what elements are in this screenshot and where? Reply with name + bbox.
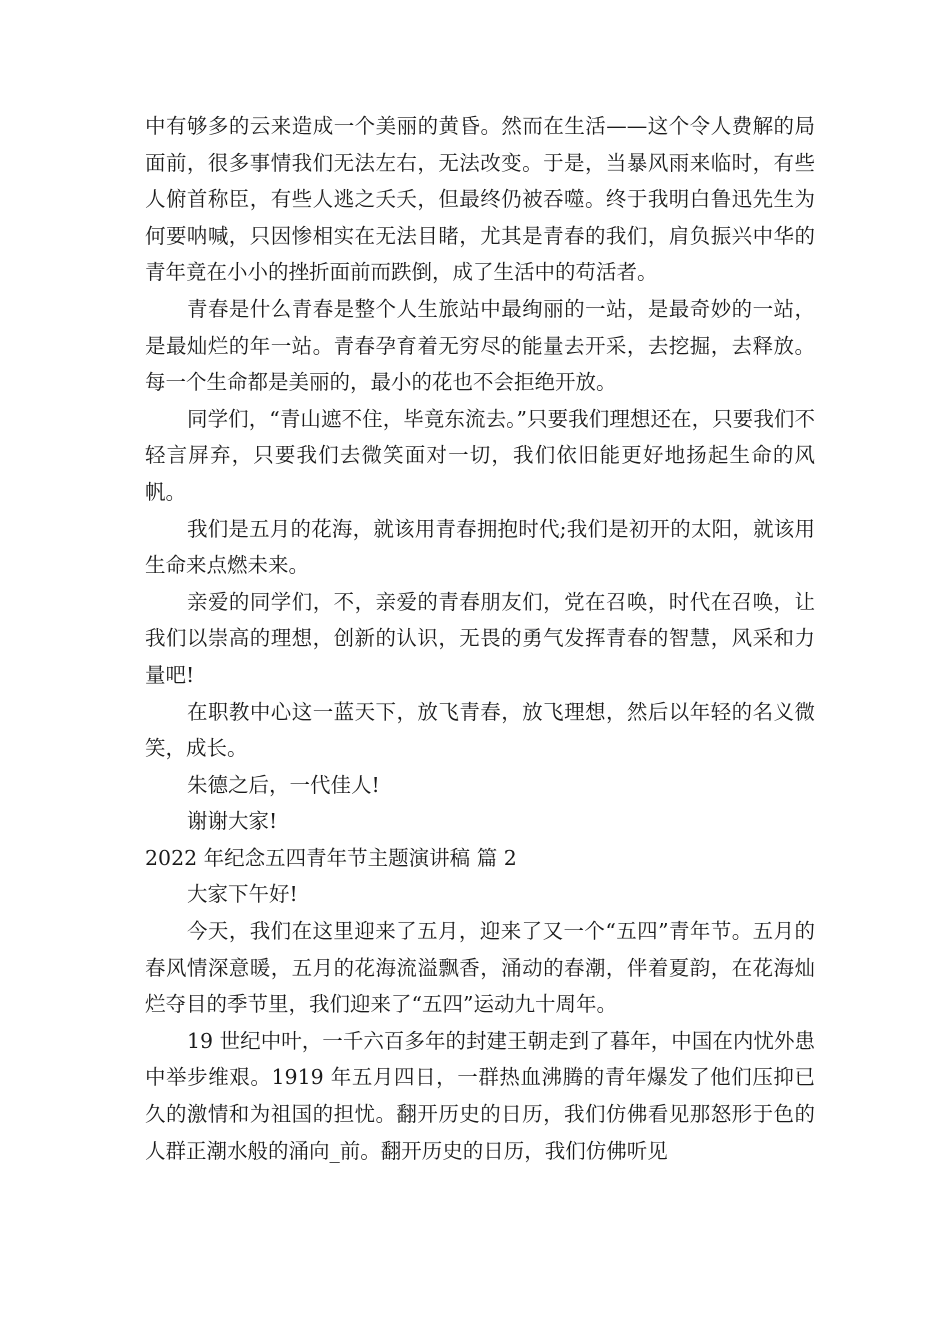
paragraph-5: 亲爱的同学们，不，亲爱的青春朋友们，党在召唤，时代在召唤，让我们以崇高的理想，创新的认识，无畏的勇气发挥青春的智慧，风采和力量吧! <box>145 589 815 687</box>
paragraph-12: 19 世纪中叶，一千六百多年的封建王朝走到了暮年，中国在内忧外患中举步维艰。1919 年五月四日，一群热血沸腾的青年爆发了他们压抑已久的激情和为祖国的担忧。翻开历史的日历，我们仿佛看见那怒形于色的人群正潮水般的涌向_前。翻开历史的日历，我们仿佛听见 <box>145 1028 815 1163</box>
document-body <box>145 108 815 1169</box>
paragraph-11: 今天，我们在这里迎来了五月，迎来了又一个“五四”青年节。五月的春风情深意暖，五月的花海流溢飘香，涌动的春潮，伴着夏韵，在花海灿烂夺目的季节里，我们迎来了“五四”运动九十周年。 <box>145 919 815 1017</box>
paragraph-3: 同学们，“青山遮不住，毕竟东流去。”只要我们理想还在，只要我们不轻言屏弃，只要我们去微笑面对一切，我们依旧能更好地扬起生命的风帆。 <box>145 406 815 504</box>
paragraph-4: 我们是五月的花海，就该用青春拥抱时代;我们是初开的太阳，就该用生命来点燃未来。 <box>145 516 815 578</box>
paragraph-8: 谢谢大家! <box>187 809 278 834</box>
paragraph-2: 青春是什么青春是整个人生旅站中最绚丽的一站，是最奇妙的一站，是最灿烂的年一站。青春孕育着无穷尽的能量去开采，去挖掘，去释放。每一个生命都是美丽的，最小的花也不会拒绝开放。 <box>145 296 815 395</box>
paragraph-7: 朱德之后，一代佳人! <box>187 772 380 797</box>
section-heading: 2022 年纪念五四青年节主题演讲稿 篇 2 <box>145 845 517 870</box>
paragraph-1: 中有够多的云来造成一个美丽的黄昏。然而在生活——这个令人费解的局面前，很多事情我们无法左右，无法改变。于是，当暴风雨来临时，有些人俯首称臣，有些人逃之夭夭，但最终仍被吞噬。终于我明白鲁迅先生为何要呐喊，只因惨相实在无法目睹，尤其是青春的我们，肩负振兴中华的青年竟在小小的挫折面前而跌倒，成了生活中的苟活者。 <box>145 114 815 285</box>
paragraph-10: 大家下午好! <box>187 882 298 907</box>
paragraph-6: 在职教中心这一蓝天下，放飞青春，放飞理想，然后以年轻的名义微笑，成长。 <box>145 699 815 761</box>
